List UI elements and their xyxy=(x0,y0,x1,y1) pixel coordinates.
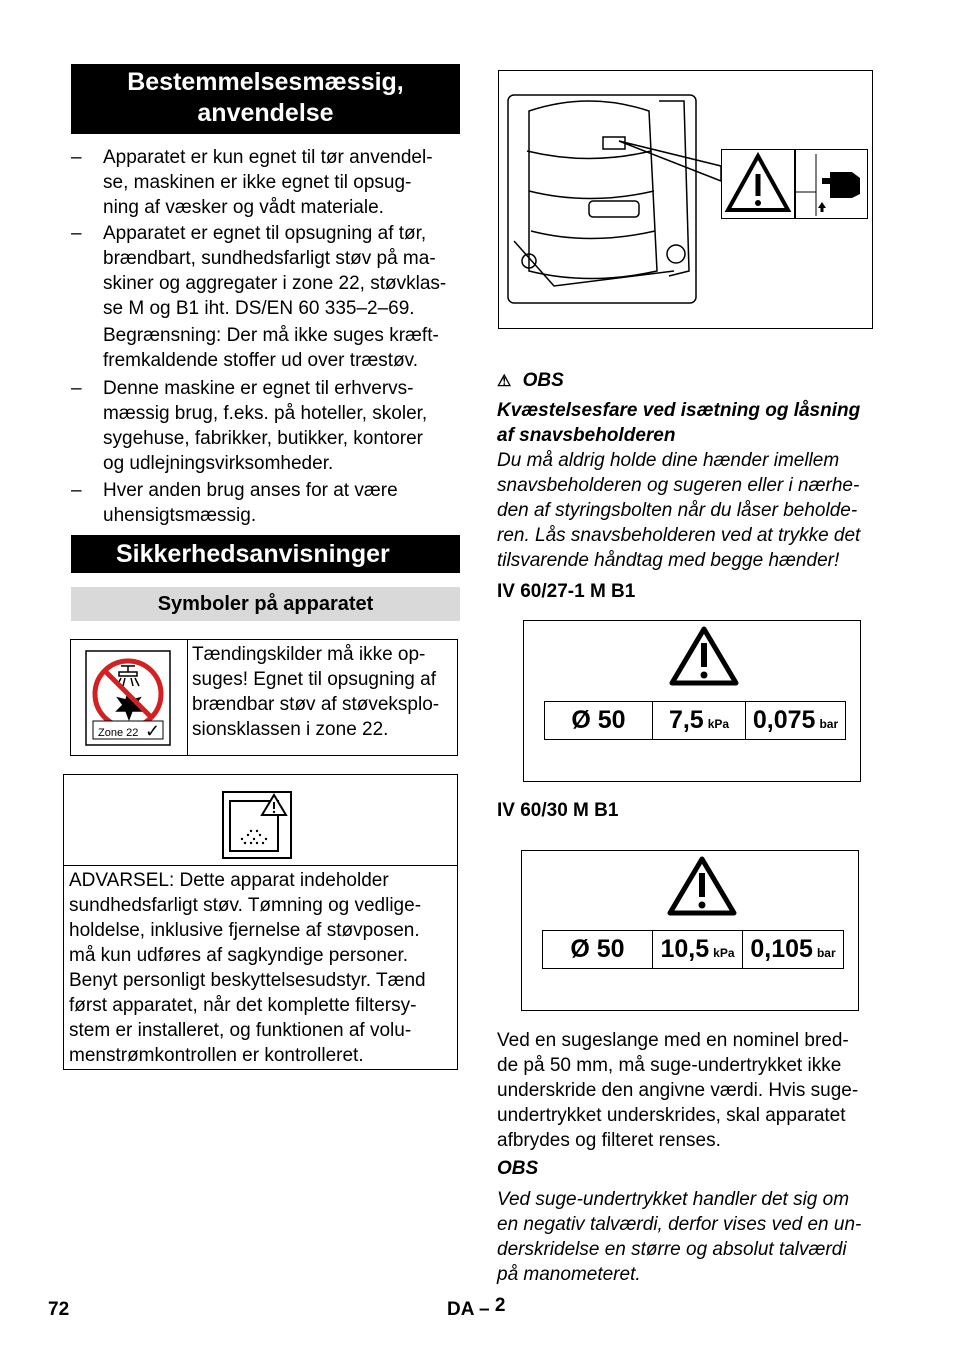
warning-triangle-icon xyxy=(721,149,795,219)
no-ignition-sources-icon xyxy=(85,650,171,751)
machine-illustration xyxy=(498,70,873,329)
warning-icon: ⚠ xyxy=(497,373,512,390)
footer-lang: DA – 2 xyxy=(447,1295,506,1320)
model-1: IV 60/27-1 M B1 xyxy=(497,581,636,602)
warning-triangle-icon xyxy=(668,625,740,692)
gauge-label-2: Ø 50 10,5 kPa 0,105 bar xyxy=(521,850,859,1011)
list-item: – Apparatet er egnet til opsugning af tør, brændbart, sundhedsfarligt støv på ma- skiner og aggregater i zone 22, støvklas- se M og B1 iht. DS/EN 60 335–2–69. Begrænsning: Der må ikke suges kræft- fremkaldende stoffer ud over træstøv. xyxy=(71,223,447,371)
obs1: ⚠ OBS xyxy=(497,370,564,391)
hand-pinch-icon xyxy=(795,149,868,219)
list-item: – Hver anden brug anses for at være uhensigtsmæssig. xyxy=(71,480,398,526)
obs2-label: OBS xyxy=(497,1158,539,1179)
list-item: – Apparatet er kun egnet til tør anvendel- se, maskinen er ikke egnet til opsug- ning af væsker og vådt materiale. xyxy=(71,147,433,218)
page-number: 72 xyxy=(48,1299,70,1320)
check-icon: ✓ xyxy=(145,721,161,741)
list-item: – Denne maskine er egnet til erhvervs- mæssig brug, f.eks. på hoteller, skoler, sygehuse, fabrikker, butikker, kontorer og udlejningsvirksomheder. xyxy=(71,378,428,474)
heading-intended-use: Bestemmelsesmæssig, anvendelse xyxy=(71,64,460,134)
zone-label: Zone 22 xyxy=(98,727,139,739)
symbol-table: Zone 22 ✓ Tændingskilder må ikke op- suges! Egnet til opsugning af brændbar støv af støveksplo- sionsklassen i zone 22. xyxy=(70,639,458,756)
gauge-label-1: Ø 50 7,5 kPa 0,075 bar xyxy=(523,620,861,782)
model-2: IV 60/30 M B1 xyxy=(497,800,619,821)
heading-safety: Sikkerhedsanvisninger xyxy=(71,535,460,573)
warning-box: ADVARSEL: Dette apparat indeholder sundhedsfarligt støv. Tømning og vedlige- holdelse, inklusive fjernelse af støvposen. må kun udføres af sagkyndige personer. Benyt personligt beskyttelsesudstyr. Tænd først apparatet, når det komplette filtersy- stem er installeret, og funktionen af volu- menstrømkontrollen er kontrolleret. xyxy=(63,774,458,1070)
warning-triangle-icon xyxy=(666,855,738,922)
dust-hazard-icon xyxy=(222,791,292,864)
heading-symbols: Symboler på apparatet xyxy=(71,587,460,621)
